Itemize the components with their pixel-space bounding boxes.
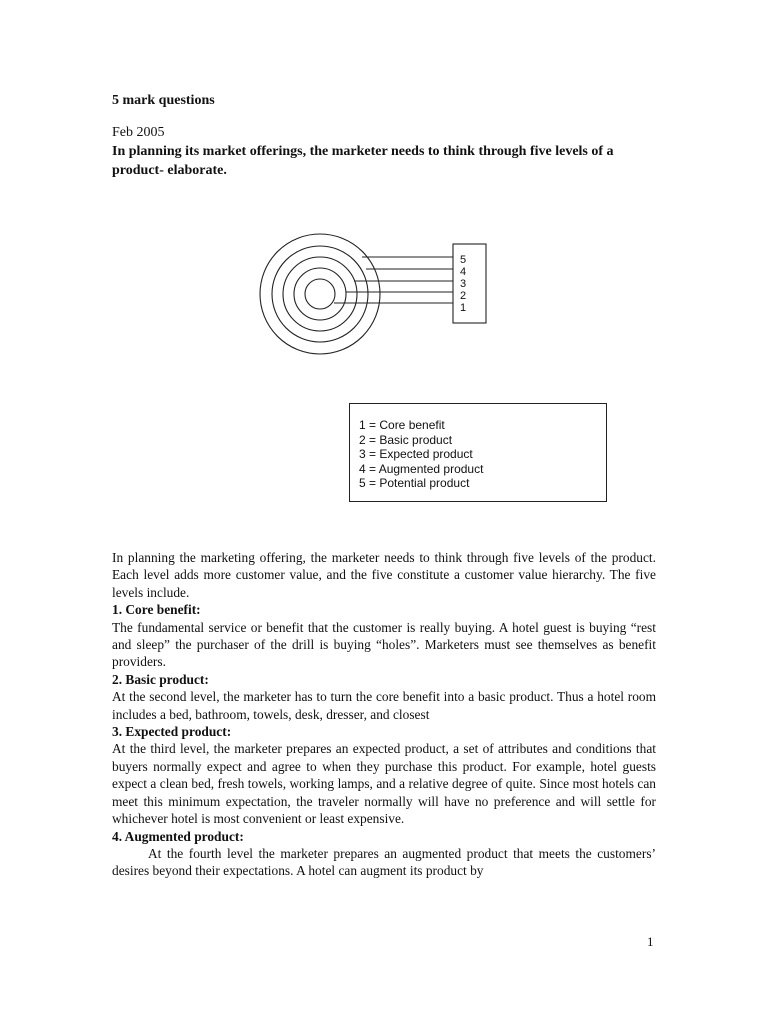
- expected-product-text: At the third level, the marketer prepares an expected product, a set of attributes and conditions that buyers normally expect and agree to when they purchase this product. For example, hotel guests expect a clean bed, fresh towels, working lamps, and a relative degree of quite. Since most hotels can meet this minimum expectation, the traveler normally will have no preference and will settle for whichever hotel is most convenient or least expensive.: [112, 741, 656, 827]
- legend-item: 3 = Expected product: [359, 447, 473, 461]
- level-number-5: 5: [460, 254, 467, 266]
- legend-item: 2 = Basic product: [359, 432, 453, 447]
- augmented-product-title: 4. Augmented product:: [112, 828, 244, 844]
- exam-date: Feb 2005: [112, 125, 165, 140]
- basic-product-title: 2. Basic product:: [112, 671, 209, 687]
- level-number-2: 2: [460, 290, 467, 302]
- legend-item: 4 = Augmented product: [359, 461, 484, 476]
- level-5-ring: [260, 234, 380, 354]
- core-benefit-text: The fundamental service or benefit that the customer is really buying. A hotel guest is buying “rest and sleep” the purchaser of the drill is buying “holes”. Marketers must see themselves as benefit providers.: [112, 619, 656, 670]
- legend-item: 5 = Potential product: [359, 476, 470, 490]
- section-heading: 5 mark questions: [112, 93, 215, 108]
- level-number-1: 1: [460, 302, 467, 314]
- legend-item: 1 = Core benefit: [359, 418, 445, 432]
- level-number-3: 3: [460, 278, 467, 290]
- level-1-ring: [305, 279, 335, 309]
- level-4-ring: [272, 246, 368, 342]
- answer-body: [112, 549, 656, 880]
- level-number-box: [453, 244, 486, 323]
- level-number-4: 4: [460, 266, 467, 278]
- product-levels-diagram: [250, 232, 490, 362]
- level-2-ring: [294, 268, 346, 320]
- question-text: In planning its market offerings, the marketer needs to think through five levels of a product- elaborate.: [112, 144, 614, 178]
- diagram-legend: [349, 403, 607, 502]
- intro-paragraph: In planning the marketing offering, the marketer needs to think through five levels of the product. Each level adds more customer value, and the five constitute a customer value hierarchy. The five levels include.: [112, 550, 656, 600]
- basic-product-text: At the second level, the marketer has to turn the core benefit into a basic product. Thus a hotel room includes a bed, bathroom, towels, desk, dresser, and closest: [112, 689, 656, 722]
- expected-product-title: 3. Expected product:: [112, 724, 232, 740]
- augmented-product-text: At the fourth level the marketer prepares an augmented product that meets the customers’ desires beyond their expectations. A hotel can augment its product by: [112, 845, 656, 879]
- core-benefit-title: 1. Core benefit:: [112, 602, 201, 618]
- page-number: 1: [647, 934, 654, 949]
